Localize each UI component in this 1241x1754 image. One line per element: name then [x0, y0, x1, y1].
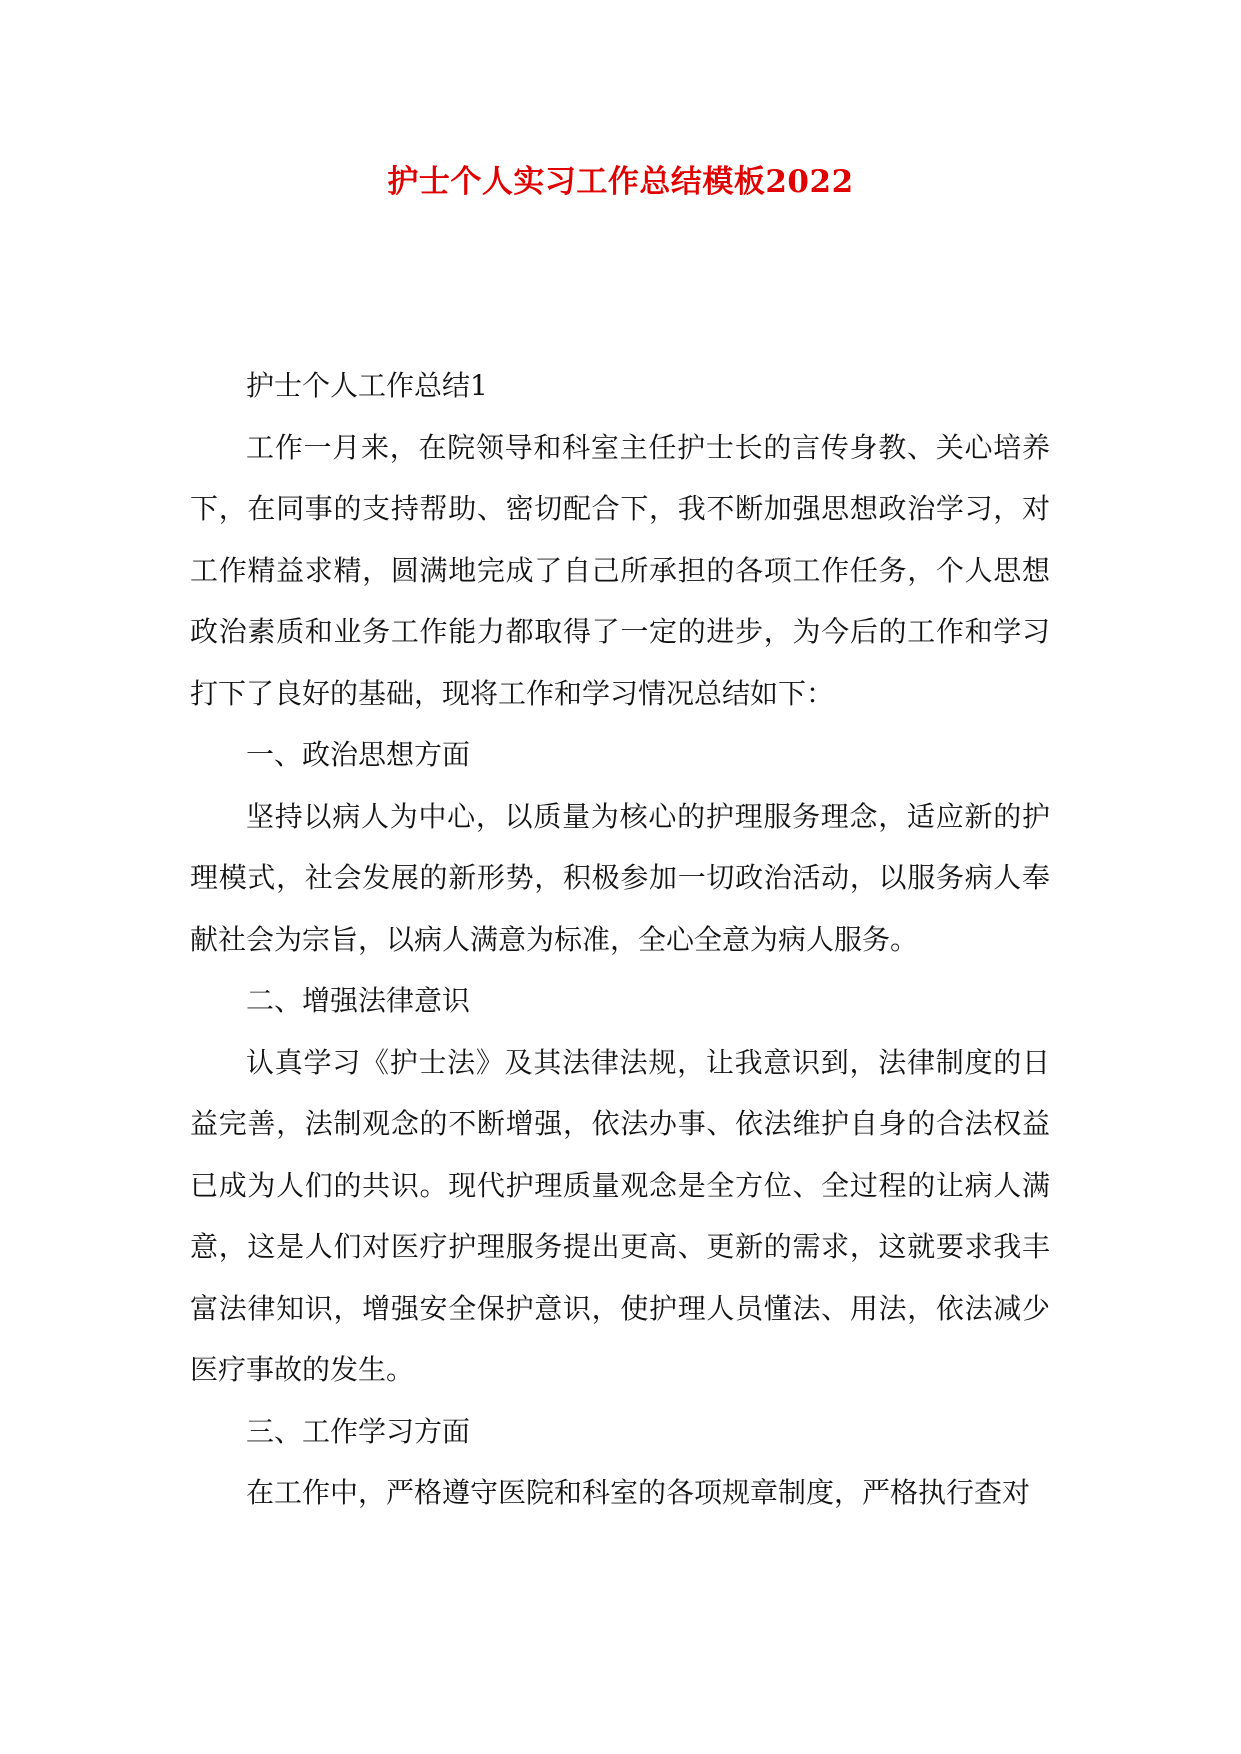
- law-paragraph: 认真学习《护士法》及其法律法规，让我意识到，法律制度的日益完善，法制观念的不断增强，依法办事、依法维护自身的合法权益已成为人们的共识。现代护理质量观念是全方位、全过程的让病人满意，这是人们对医疗护理服务提出更高、更新的需求，这就要求我丰富法律知识，增强安全保护意识，使护理人员懂法、用法，依法减少医疗事故的发生。: [190, 1045, 1050, 1386]
- document-body: [190, 355, 1050, 1524]
- politics-paragraph: 坚持以病人为中心，以质量为核心的护理服务理念，适应新的护理模式，社会发展的新形势，积极参加一切政治活动，以服务病人奉献社会为宗旨，以病人满意为标准，全心全意为病人服务。: [190, 799, 1050, 956]
- section-heading-law: 二、增强法律意识: [246, 984, 471, 1017]
- intro-paragraph: 工作一月来，在院领导和科室主任护士长的言传身教、关心培养下，在同事的支持帮助、密切配合下，我不断加强思想政治学习，对工作精益求精，圆满地完成了自己所承担的各项工作任务，个人思想政治素质和业务工作能力都取得了一定的进步，为今后的工作和学习打下了良好的基础，现将工作和学习情况总结如下：: [190, 430, 1050, 710]
- subheading-summary-1: 护士个人工作总结1: [246, 369, 488, 402]
- work-study-paragraph: 在工作中，严格遵守医院和科室的各项规章制度，严格执行查对: [246, 1476, 1031, 1509]
- document-title: 护士个人实习工作总结模板2022: [387, 164, 854, 200]
- section-heading-work-study: 三、工作学习方面: [246, 1414, 471, 1448]
- section-heading-politics: 一、政治思想方面: [246, 738, 471, 771]
